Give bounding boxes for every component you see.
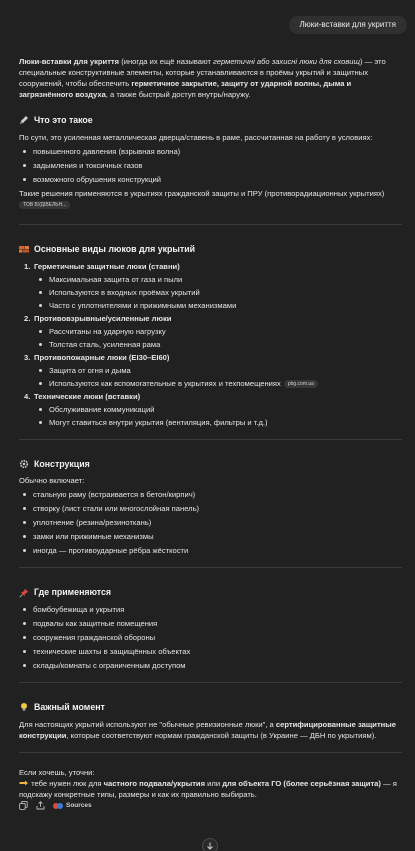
pushpin-icon [19,588,29,598]
followup-bold-2: для объекта ГО (более серьёзная защита) [222,778,381,788]
section-what-title: Что это такое [34,115,93,125]
type-group [19,352,399,389]
intro-italic-term: герметичні або захисні люки для сховищ [213,57,360,66]
list-item-text: Используются как вспомогательные в укрытиях и техпомещениях [49,378,281,388]
what-note [19,188,399,199]
intro-bold-protection: герметичное закрытие, защиту от ударной волны, дыма и загрязнённого воздуха [19,79,352,99]
followup-paragraph [19,778,399,800]
list-item: Толстая сталь, усиленная рама [35,339,399,350]
type-title: Противопожарные люки (EI30–EI60) [34,352,170,362]
list-item: Используются в входных проёмах укрытий [35,287,399,298]
divider [19,439,402,440]
gear-icon [19,459,29,469]
list-item: возможного обрушения конструкций [19,174,399,185]
pencil-icon [19,115,29,125]
sources-button[interactable] [53,801,92,810]
intro-text-3: , а также быстрый доступ внутрь/наружу. [105,90,251,99]
sources-label: Sources [66,802,92,809]
important-paragraph [19,719,399,741]
source-chip[interactable]: pbg.com.ua [284,380,318,388]
construction-list [19,489,399,556]
message-actions [19,801,92,810]
type-number: 2. [24,313,31,323]
list-item: повышенного давления (взрывная волна) [19,146,399,157]
section-important-title: Важный момент [34,702,105,712]
section-types-heading [19,243,399,256]
copy-icon[interactable] [19,801,28,810]
pointing-hand-icon [19,779,29,787]
type-number: 1. [24,261,31,271]
important-bold: сертифицированные защитные конструкции [19,719,396,740]
list-item: Могут ставиться внутри укрытия (вентиляция, фильтры и т.д.) [35,417,399,428]
followup-bold-1: частного подвала/укрытия [103,778,206,788]
followup-text-1: тебе нужен люк для [29,778,104,788]
scroll-down-button[interactable] [202,838,218,851]
intro-paragraph [19,56,399,100]
lightbulb-icon [19,702,29,712]
important-text-2: , которые соответствуют нормам гражданской защиты (в Украине — ДБН по укрытиям). [66,730,377,740]
list-item: уплотнение (резина/резиноткань) [19,517,399,528]
followup-text-3: — я подскажу конкретные типы, размеры и как их правильно выбирать. [19,778,397,799]
chat-header [0,0,415,46]
section-types-title: Основные виды люков для укрытий [34,243,196,254]
type-group [19,261,399,311]
divider [19,567,402,568]
list-item: Защита от огня и дыма [35,365,399,376]
list-item: склады/комнаты с ограниченным доступом [19,660,399,671]
what-source-line [19,199,399,210]
what-note-text: Такие решения применяются в укрытиях гражданской защиты и ПРУ (противорадиационных укрытиях) [19,188,385,198]
section-construction-title: Конструкция [34,458,90,469]
important-text-1: Для настоящих укрытий используют не "обычные ревизионные люки", а [19,719,276,729]
type-group [19,313,399,350]
type-number: 3. [24,352,31,362]
divider [19,224,402,225]
list-item: задымления и токсичных газов [19,160,399,171]
type-title: Герметичные защитные люки (ставни) [34,261,180,271]
bricks-icon [19,244,29,254]
assistant-response [19,56,399,800]
section-important-heading [19,701,399,714]
list-item: подвалы как защитные помещения [19,618,399,629]
list-item: бомбоубежища и укрытия [19,604,399,615]
type-title: Противовзрывные/усиленные люки [34,313,172,323]
section-where-heading [19,586,399,599]
list-item: Часто с уплотнителями и прижимными механизмами [35,300,399,311]
what-list [19,146,399,185]
list-item: створку (лист стали или многослойная панель) [19,503,399,514]
what-lead: По сути, это усиленная металлическая дверца/ставень в раме, рассчитанная на работу в условиях: [19,132,373,142]
list-item [35,378,399,389]
types-list [19,261,399,428]
arrow-down-icon [203,839,217,851]
divider [19,682,402,683]
list-item: технические шахты в защищённых объектах [19,646,399,657]
list-item: замки или прижимные механизмы [19,531,399,542]
list-item: иногда — противоударные рёбра жёсткости [19,545,399,556]
list-item: Обслуживание коммуникаций [35,404,399,415]
section-where-title: Где применяются [34,587,112,598]
section-what-heading [19,114,399,127]
share-icon[interactable] [36,801,45,810]
list-item: Рассчитаны на ударную нагрузку [35,326,399,337]
intro-text-1: (иногда их ещё называют [119,57,214,66]
where-list [19,604,399,671]
type-title: Технические люки (вставки) [34,391,141,401]
source-favicons-icon [53,803,63,809]
intro-text-2: ) — это специальные конструктивные элементы, которые устанавливаются в проёмы укрытий и защитных сооружений, чтобы обеспечить [19,57,386,88]
section-construction-heading [19,458,399,471]
list-item: Максимальная защита от газа и пыли [35,274,399,285]
source-chip[interactable]: ТОВ БУДІВЕЛЬН... [19,201,70,209]
followup-text-2: или [205,778,223,788]
intro-bold-term: Люки-вставки для укриття [19,57,120,66]
list-item: стальную раму (встраивается в бетон/кирпич) [19,489,399,500]
construction-lead: Обычно включает: [19,476,85,486]
user-message-bubble: Люки-вставки для укриття [289,16,407,34]
divider [19,752,402,753]
type-group [19,391,399,428]
followup-lead: Если хочешь, уточни: [19,767,95,777]
type-number: 4. [24,391,31,401]
list-item: сооружения гражданской обороны [19,632,399,643]
